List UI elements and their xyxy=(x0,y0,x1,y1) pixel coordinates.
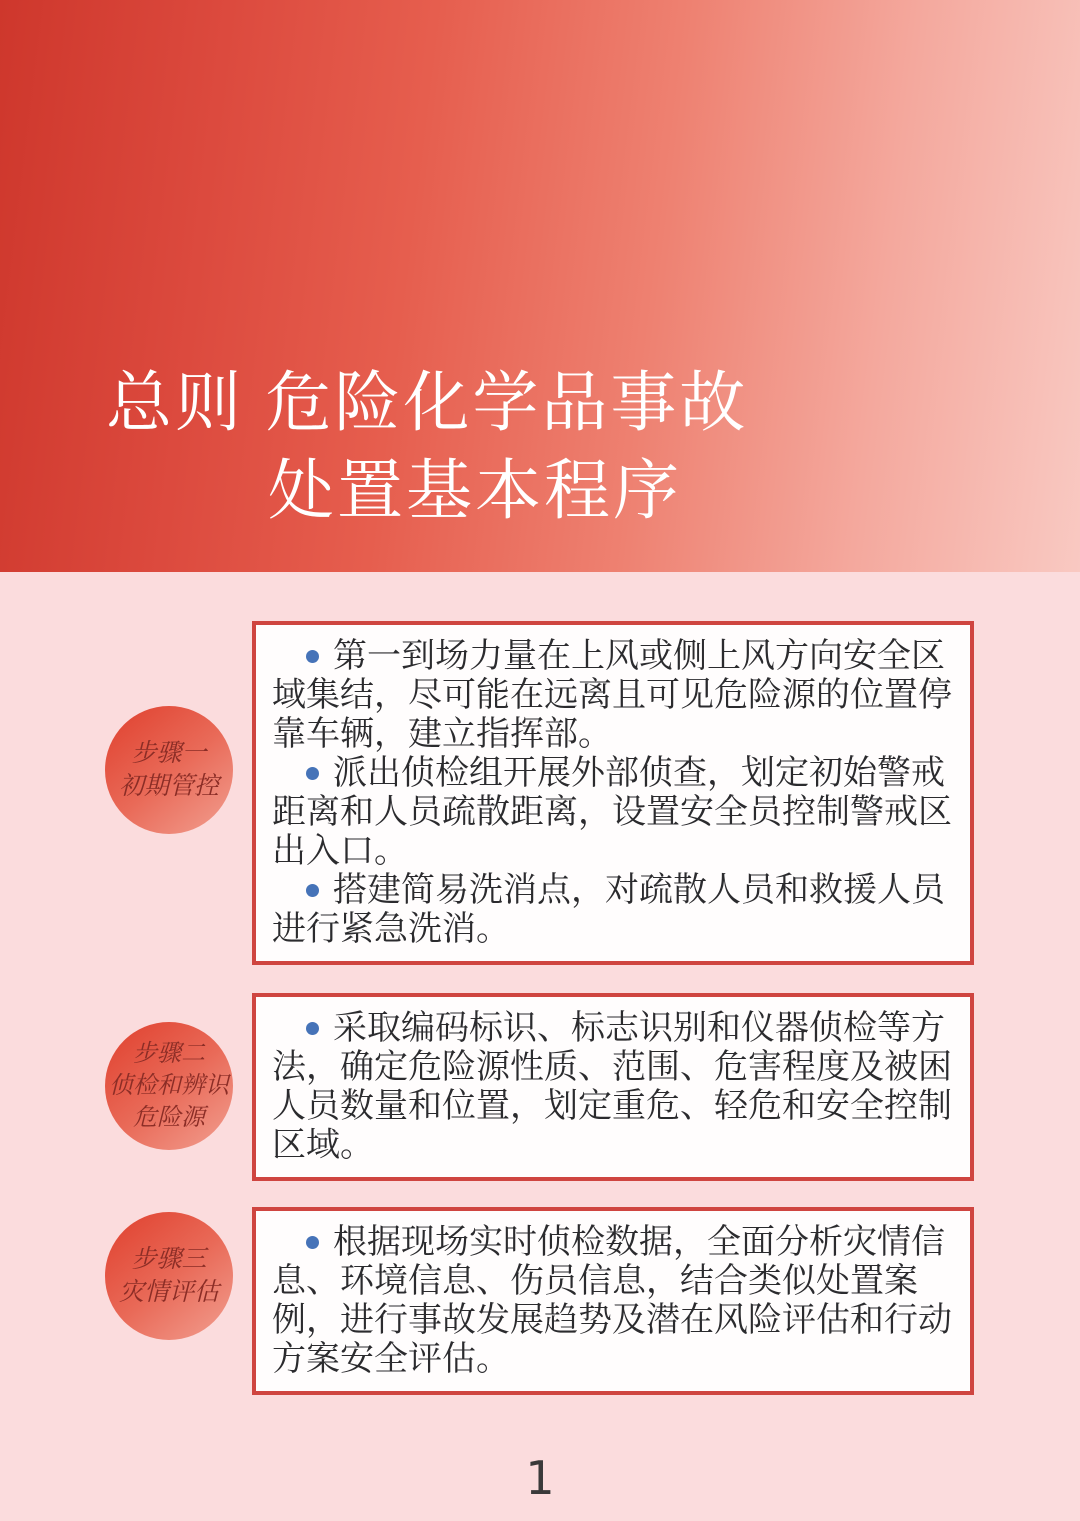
bullet-text: 第一到场力量在上风或侧上风方向安全区域集结，尽可能在远离且可见危险源的位置停靠车辆，建立指挥部。 xyxy=(272,638,952,753)
page-title xyxy=(106,358,748,534)
step-1-label-line: 步骤一 xyxy=(131,740,207,767)
bullet-text: 派出侦检组开展外部侦查，划定初始警戒距离和人员疏散距离，设置安全员控制警戒区出入口。 xyxy=(272,755,952,870)
step-3-box xyxy=(252,1207,974,1395)
title-banner xyxy=(0,0,1080,572)
bullet-item xyxy=(272,754,954,871)
step-1-box xyxy=(252,621,974,965)
bullet-text: 搭建简易洗消点，对疏散人员和救援人员进行紧急洗消。 xyxy=(272,872,945,948)
bullet-icon xyxy=(306,1022,319,1035)
step-2-box xyxy=(252,993,974,1181)
title-line-1: 总则 危险化学品事故 xyxy=(106,365,749,439)
step-2-label-line: 危险源 xyxy=(133,1105,205,1131)
bullet-icon xyxy=(306,1236,319,1249)
step-2-label-line: 步骤二 xyxy=(133,1041,205,1067)
step-2-label-line: 侦检和辨识 xyxy=(109,1073,229,1099)
bullet-text: 采取编码标识、标志识别和仪器侦检等方法，确定危险源性质、范围、危害程度及被困人员数量和位置，划定重危、轻危和安全控制区域。 xyxy=(272,1010,952,1164)
step-3-badge xyxy=(105,1212,233,1340)
bullet-icon xyxy=(306,650,319,663)
bullet-icon xyxy=(306,767,319,780)
step-1-label-line: 初期管控 xyxy=(118,773,219,800)
bullet-item xyxy=(272,1223,954,1379)
bullet-item xyxy=(272,871,954,949)
step-3-label-line: 步骤三 xyxy=(131,1246,207,1273)
bullet-icon xyxy=(306,884,319,897)
step-1-badge xyxy=(105,706,233,834)
bullet-text: 根据现场实时侦检数据，全面分析灾情信息、环境信息、伤员信息，结合类似处置案例，进行事故发展趋势及潜在风险评估和行动方案安全评估。 xyxy=(272,1224,952,1378)
step-2-badge xyxy=(105,1022,233,1150)
bullet-item xyxy=(272,637,954,754)
page-number: 1 xyxy=(525,1451,555,1505)
step-3-label-line: 灾情评估 xyxy=(118,1279,219,1306)
title-line-2: 处置基本程序 xyxy=(268,453,682,527)
bullet-item xyxy=(272,1009,954,1165)
